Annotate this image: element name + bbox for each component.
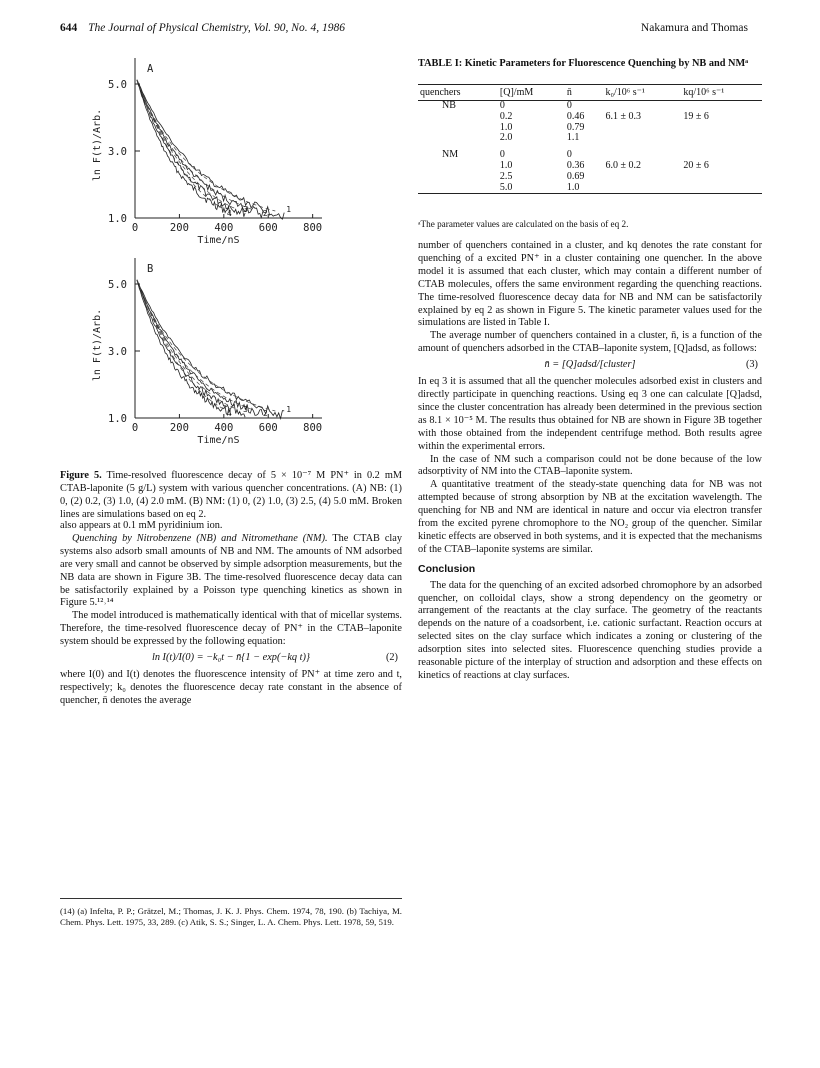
decay-trace <box>137 280 231 415</box>
decay-trace <box>137 80 284 219</box>
x-tick-label: 200 <box>169 422 189 434</box>
table-column-header: k₀/10⁶ s⁻¹ <box>603 85 681 101</box>
references: (14) (a) Infelta, P. P.; Grätzel, M.; Thomas, J. K. J. Phys. Chem. 1974, 78, 190. (b) Tachiya, M. Chem. Phys. Lett. 1975, 33, 289. (c) Atik, S. S.; Singer, L. A. Chem. Phys. Lett. 1978, 59, 519. <box>60 906 402 927</box>
simulation-line <box>137 80 222 208</box>
table-cell: 0 <box>566 149 572 161</box>
equation-2 <box>60 652 402 665</box>
table-cell: NB <box>442 100 456 111</box>
table-cell: 1.0 <box>499 159 513 171</box>
table-cell <box>418 172 498 183</box>
panel-label: A <box>147 63 154 75</box>
table-title: TABLE I: Kinetic Parameters for Fluorescence Quenching by NB and NMᵃ <box>418 58 749 69</box>
table-cell <box>681 172 762 183</box>
table-column-header: kq/10⁶ s⁻¹ <box>681 85 762 101</box>
table-cell <box>418 133 498 144</box>
paragraph: The data for the quenching of an excited adsorbed chromophore by an adsorbed quencher, on colloidal clays, show a strong dependency on the geometry or arrangement of the reactants at the clay surface. The geometry of the reactants depends on the nature of a coadsorbent, i.e. cationic surfactant. Reaction occurs at selected sites on the clay surface which indicates a zoning or clustering of the adsorption sites into selected sites. Fluorescence quenching studies provide a reasonable picture of the interplay of struction and adsorption and these effects on kinetics of reactions at clay surfaces. <box>418 579 762 681</box>
y-tick-label: 3.0 <box>108 146 127 158</box>
curve-label: 4 <box>226 209 232 218</box>
table-cell: 19 ± 6 <box>683 110 709 122</box>
table-row <box>418 112 762 123</box>
table-row <box>418 123 762 134</box>
x-tick-label: 600 <box>258 222 278 234</box>
simulation-line <box>137 280 236 409</box>
figure-caption-text: Time-resolved fluorescence decay of 5 × 10⁻⁷ M PN⁺ in 0.2 mM CTAB-laponite (5 g/L) system with various quencher concentrations. (A) NB: (1) 0, (2) 0.2, (3) 1.0, (4) 2.0 mM. (B) NM: (1) 0, (2) 1.0, (3) 2.5, (4) 5.0 mM. Broken lines are simulations based on eq 2. <box>60 470 402 520</box>
equation-number: (3) <box>745 359 758 371</box>
x-axis-label: Time/nS <box>197 435 240 446</box>
equation-3 <box>418 359 762 372</box>
paragraph: also appears at 0.1 mM pyridinium ion. <box>60 520 223 531</box>
table-cell <box>603 133 681 144</box>
y-tick-label: 5.0 <box>108 79 127 91</box>
y-tick-label: 3.0 <box>108 346 127 358</box>
table-cell: 2.0 <box>499 132 513 144</box>
kinetic-parameters-table <box>418 84 762 194</box>
curve-label: 2 <box>262 409 268 418</box>
x-tick-label: 400 <box>214 422 234 434</box>
footnote-separator <box>60 898 402 899</box>
table-cell <box>681 183 762 194</box>
paragraph: The average number of quenchers contained in a cluster, n̄, is a function of the amount of quenchers adsorbed in the CTAB–laponite system, [Q]adsd, as follows: <box>418 330 762 355</box>
x-tick-label: 400 <box>214 222 234 234</box>
table-cell: 20 ± 6 <box>683 159 709 171</box>
table-row <box>418 144 762 161</box>
paragraph: number of quenchers contained in a cluster, and kq denotes the rate constant for quenching of a excited PN⁺ in a cluster containing one quencher. In the above model it is assumed that each cluster, which may contain a different number of CTAB molecules, offers the same environment regarding the quenching reactions. The time-resolved fluorescence decay data for NB and NM can be satisfactorily explained by eq 2 as shown in Figure 5. The kinetic parameter values used for the simulations are listed in Table I. <box>418 240 762 329</box>
y-tick-label: 5.0 <box>108 279 127 291</box>
table-cell <box>418 183 498 194</box>
simulation-line <box>137 80 236 209</box>
table-cell: 6.1 ± 0.3 <box>605 110 641 122</box>
table-cell <box>418 123 498 134</box>
decay-trace <box>137 80 245 217</box>
equation-body: n̄ = [Q]adsd/[cluster] <box>544 359 636 371</box>
simulation-line <box>137 80 275 211</box>
table-cell: NM <box>442 149 459 161</box>
table-cell: 5.0 <box>498 183 565 194</box>
x-axis-label: Time/nS <box>197 235 240 246</box>
running-header <box>60 22 345 34</box>
table-cell <box>681 133 762 144</box>
equation-number: (2) <box>385 652 398 664</box>
x-tick-label: 800 <box>303 222 323 234</box>
table-cell <box>603 144 681 161</box>
equation-body: ln I(t)/I(0) = −k₀t − n̄{1 − exp(−kq t)} <box>151 652 311 664</box>
table-cell: 0.69 <box>566 170 585 182</box>
right-column-body <box>418 240 762 683</box>
table-body <box>418 101 762 194</box>
table-row <box>418 101 762 112</box>
y-tick-label: 1.0 <box>108 413 127 425</box>
figure-panel-b <box>92 258 322 446</box>
left-column-body <box>60 520 402 708</box>
table-cell: 0.79 <box>566 121 585 133</box>
table-header-row <box>418 85 762 101</box>
table-cell: 0 <box>566 100 572 111</box>
curve-label: 3 <box>243 405 248 414</box>
curve-label: 1 <box>286 405 292 414</box>
x-tick-label: 0 <box>131 222 139 234</box>
running-header-authors: Nakamura and Thomas <box>640 22 748 34</box>
table-cell <box>603 183 681 194</box>
table-row <box>418 183 762 194</box>
table-cell: 2.5 <box>499 170 513 182</box>
curve-label: 4 <box>226 409 232 418</box>
table-row <box>418 133 762 144</box>
paragraph: The model introduced is mathematically identical with that of micellar systems. Therefore, the time-resolved fluorescence decay of PN⁺ in the CTAB–laponite system should be expressed by the following equation: <box>60 610 402 648</box>
panel-label: B <box>147 263 154 275</box>
table-cell <box>603 172 681 183</box>
table-cell: 1.0 <box>565 183 604 194</box>
table-cell: 1.0 <box>499 121 513 133</box>
table-cell <box>603 123 681 134</box>
table-column-header: [Q]/mM <box>498 85 565 101</box>
x-tick-label: 200 <box>169 222 189 234</box>
paragraph <box>60 533 402 610</box>
table-cell: 1.1 <box>566 132 580 144</box>
table-footnote: ᵃThe parameter values are calculated on the basis of eq 2. <box>418 219 629 229</box>
simulation-line <box>137 280 222 408</box>
paragraph: A quantitative treatment of the steady-state quenching data for NB was not attempted because of strong absorption by NB at the excitation wavelength. The quenching for NB and NM are identical in nature and occur via electron transfer from the excited pyrene chromophore to the NO₂ group of the quencher. Similar kinetic effects are observed in both systems, and it is expected that the mechanisms of the CTAB–laponite systems are similar. <box>418 479 762 555</box>
paragraph: In eq 3 it is assumed that all the quencher molecules adsorbed exist in clusters and directly participate in quenching reactions. Using eq 3 one can calculate [Q]adsd, since the cluster concentration has already been determined in the previous section as 8.1 × 10⁻⁵ M. The results thus obtained for NB are shown in Figure 3B together with those obtained from the independent centrifuge method. Both results agree within the experimental errors. <box>418 376 762 452</box>
table-cell <box>681 144 762 161</box>
paragraph-text: The CTAB clay systems also adsorb small amounts of NB and NM. The amounts of NM adsorbed are very small and cannot be observed by simple adsorption measurements, but the NB data are shown in Figure 3B. The time-resolved fluorescence decay data can be satisfactorily explained by a Poisson type quenching kinetics as shown in Figure 5.¹²˒¹⁴ <box>60 532 402 609</box>
decay-trace <box>137 280 245 417</box>
curve-label: 3 <box>243 205 248 214</box>
paragraph: where I(0) and I(t) denotes the fluorescence intensity of PN⁺ at time zero and t, respectively; k₀ denotes the fluorescence decay rate constant in the absence of quencher, n̄ denotes the average <box>60 668 402 706</box>
table-cell: 6.0 ± 0.2 <box>605 159 641 171</box>
curve-label: 2 <box>262 209 268 218</box>
paragraph: In the case of NM such a comparison could not be done because of the low adsorptivity of NM into the CTAB–laponite system. <box>418 453 762 478</box>
y-axis-label: ln F(t)/Arb. <box>92 308 103 382</box>
table-cell: 0.36 <box>566 159 585 171</box>
table-cell: 0 <box>499 100 505 111</box>
curve-label: 1 <box>286 205 292 214</box>
table-cell: 0.46 <box>566 110 585 122</box>
x-tick-label: 800 <box>303 422 323 434</box>
table-column-header: quenchers <box>418 85 498 101</box>
table-cell <box>418 161 498 172</box>
figure-5 <box>60 58 405 466</box>
decay-trace <box>137 80 231 215</box>
section-subheading: Quenching by Nitrobenzene (NB) and Nitromethane (NM). <box>72 532 328 544</box>
table-cell <box>681 123 762 134</box>
y-axis-label: ln F(t)/Arb. <box>92 108 103 182</box>
x-tick-label: 0 <box>131 422 139 434</box>
figure-panel-a <box>92 58 322 246</box>
conclusion-heading: Conclusion <box>418 562 476 575</box>
y-tick-label: 1.0 <box>108 213 127 225</box>
table-row <box>418 161 762 172</box>
table-column-header: n̄ <box>565 85 604 101</box>
table-row <box>418 172 762 183</box>
x-tick-label: 600 <box>258 422 278 434</box>
table-cell: 0 <box>499 149 505 161</box>
page-number: 644 <box>60 22 78 34</box>
figure-caption-label: Figure 5. <box>60 470 102 481</box>
figure-caption <box>60 470 402 522</box>
table-cell <box>418 112 498 123</box>
simulation-line <box>137 80 254 210</box>
table-cell: 0.2 <box>499 110 513 122</box>
journal-name: The Journal of Physical Chemistry, Vol. 90, No. 4, 1986 <box>88 22 345 34</box>
